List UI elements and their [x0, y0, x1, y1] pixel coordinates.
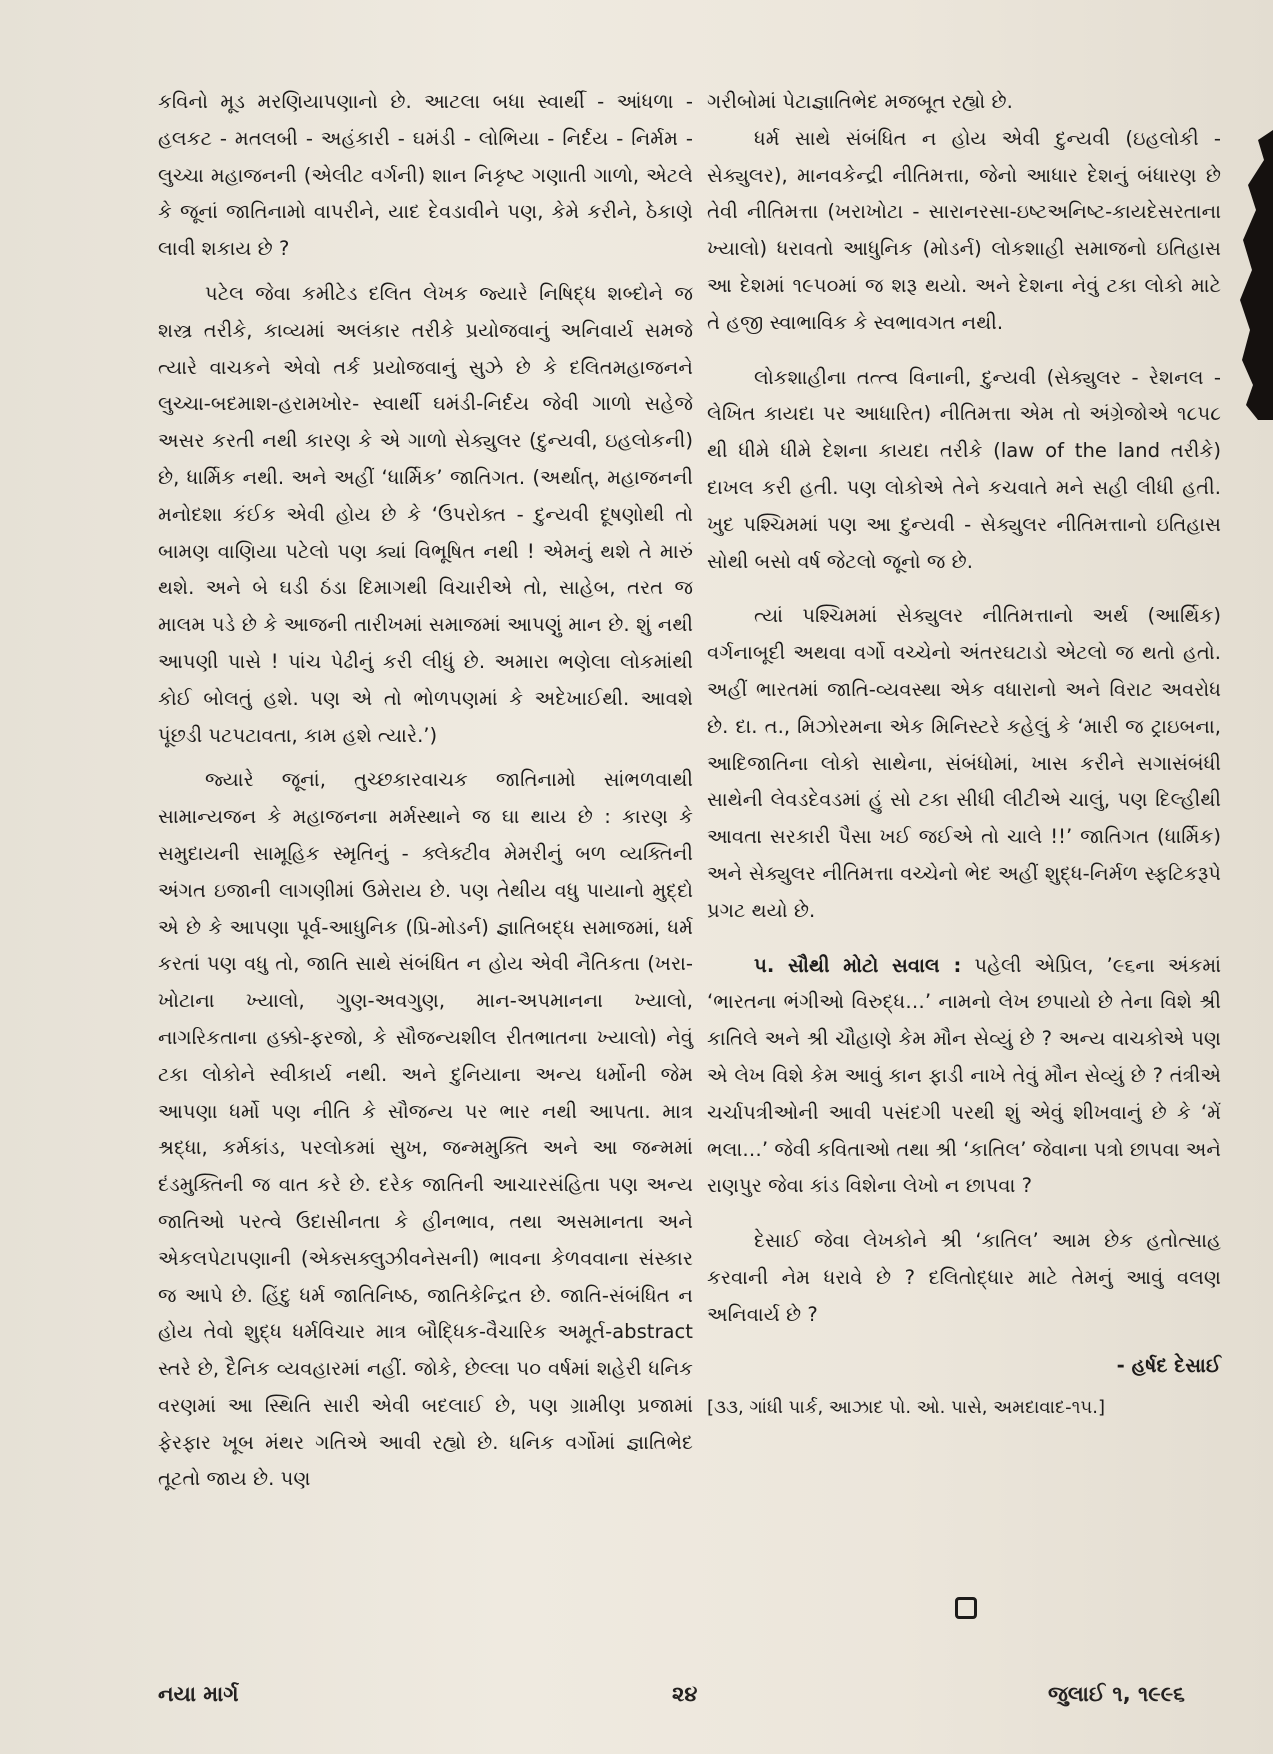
torn-edge-icon: [1238, 130, 1273, 420]
paragraph-forbidden-words: પટેલ જેવા કમીટેડ દલિત લેખક જ્યારે નિષિદ્ધ શબ્દોને જ શસ્ત્ર તરીકે, કાવ્યમાં અલંકાર તરીકે પ્રયોજવાનું અનિવાર્ય સમજે ત્યારે વાચકને એવો તર્ક પ્રયોજવાનું સુઝે છે કે દલિતમહાજનને લુચ્ચા-બદમાશ-હરામખોર- સ્વાર્થી ઘમંડી-નિર્દય જેવી ગાળો સહેજે અસર કરતી નથી કારણ કે એ ગાળો સેક્યુલર (દુન્યવી, ઇહલોકની) છે, ધાર્મિક નથી. અને અહીં ‘ધાર્મિક’ જાતિગત. (અર્થાત્, મહાજનની મનોદશા કંઈક એવી હોય છે કે ‘ઉપરોક્ત - દુન્યવી દૂષણોથી તો બામણ વાણિયા પટેલો પણ ક્યાં વિભૂષિત નથી ! એમનું થશે તે મારું થશે. અને બે ઘડી ઠંડા દિમાગથી વિચારીએ તો, સાહેબ, તરત જ માલમ પડે છે કે આજની તારીખમાં સમાજમાં આપણું માન છે. શું નથી આપણી પાસે ! પાંચ પેઢીનું કરી લીધું છે. અમારા ભણેલા લોકમાંથી કોઈ બોલતું હશે. પણ એ તો ભોળપણમાં કે અદેખાઈથી. આવશે પૂંછડી પટપટાવતા, કામ હશે ત્યારે.’): [158, 281, 693, 747]
footer-date: જુલાઈ ૧, ૧૯૯૬: [1048, 1682, 1185, 1706]
footer-publication: નયા માર્ગ: [158, 1682, 239, 1706]
paragraph-democracy-history: લોકશાહીના તત્ત્વ વિનાની, દુન્યવી (સેક્યુલર - રેશનલ - લેખિત કાયદા પર આધારિત) નીતિમત્તા એમ તો અંગ્રેજોએ ૧૮૫૮ થી ધીમે ધીમે દેશના કાયદા તરીકે (law of the land તરીકે) દાખલ કરી હતી. પણ લોકોએ તેને કચવાતે મને સહી લીધી હતી. ખુદ પશ્ચિમમાં પણ આ દુન્યવી - સેક્યુલર નીતિમત્તાનો ઇતિહાસ સોથી બસો વર્ષ જેટલો જૂનો જ છે.: [707, 365, 1221, 573]
paragraph-closing: દેસાઈ જેવા લેખકોને શ્રી ‘કાતિલ’ આમ છેક હતોત્સાહ કરવાની નેમ ધરાવે છે ? દલિતોદ્ધાર માટે તેમનું આવું વલણ અનિવાર્ય છે ?: [707, 1229, 1221, 1326]
paragraph-sub-caste: ગરીબોમાં પેટાજ્ઞાતિભેદ મજબૂત રહ્યો છે.: [707, 90, 1013, 113]
paragraph-biggest-question: [707, 948, 1221, 1206]
end-of-article-icon: [955, 1597, 977, 1619]
paragraph-poet-mood: કવિનો મૂડ મરણિયાપણાનો છે. આટલા બધા સ્વાર્થી - આંધળા - હલકટ - મતલબી - અહંકારી - ઘમંડી - લોભિયા - નિર્દય - નિર્મમ - લુચ્ચા મહાજનની (એલીટ વર્ગની) શાન નિકૃષ્ટ ગણાતી ગાળો, એટલે કે જૂનાં જાતિનામો વાપરીને, યાદ દેવડાવીને પણ, કેમે કરીને, ઠેકાણે લાવી શકાય છે ?: [158, 90, 693, 261]
author-address: [૩૩, ગાંધી પાર્ક, આઝાદ પો. ઓ. પાસે, અમદાવાદ-૧૫.]: [707, 1397, 1105, 1419]
question-body: પહેલી એપ્રિલ, ’૯૬ના અંકમાં ‘ભારતના ભંગીઓ વિરુદ્ધ…’ નામનો લેખ છપાયો છે તેના વિશે શ્રી કાતિલે અને શ્રી ચૌહાણે કેમ મૌન સેવ્યું છે ? અન્ય વાચકોએ પણ એ લેખ વિશે કેમ આવું કાન ફાડી નાખે તેવું મૌન સેવ્યું છે ? તંત્રીએ ચર્ચાપત્રીઓની આવી પસંદગી પરથી શું એવું શીખવાનું છે કે ‘મેં ભલા…’ જેવી કવિતાઓ તથા શ્રી ‘કાતિલ’ જેવાના પત્રો છાપવા અને રાણપુર જેવા કાંડ વિશેના લેખો ન છાપવા ?: [707, 953, 1221, 1198]
paragraph-secular-ethics: ધર્મ સાથે સંબંધિત ન હોય એવી દુન્યવી (ઇહલોકી - સેક્યુલર), માનવકેન્દ્રી નીતિમત્તા, જેનો આધાર દેશનું બંધારણ છે તેવી નીતિમત્તા (ખરાખોટા - સારાનરસા-ઇષ્ટઅનિષ્ટ-કાયદેસરતાના ખ્યાલો) ધરાવતો આધુનિક (મોડર્ન) લોકશાહી સમાજનો ઇતિહાસ આ દેશમાં ૧૯૫૦માં જ શરૂ થયો. અને દેશના નેવું ટકા લોકો માટે તે હજી સ્વાભાવિક કે સ્વભાવગત નથી.: [707, 126, 1221, 334]
paragraph-caste-names: જ્યારે જૂનાં, તુચ્છકારવાચક જાતિનામો સાંભળવાથી સામાન્યજન કે મહાજનના મર્મસ્થાને જ ઘા થાય છે : કારણ કે સમુદાયની સામૂહિક સ્મૃતિનું - ક્લેક્ટીવ મેમરીનું બળ વ્યક્તિની અંગત ઇજાની લાગણીમાં ઉમેરાય છે. પણ તેથીય વધુ પાયાનો મુદ્દો એ છે કે આપણા પૂર્વ-આધુનિક (પ્રિ-મોડર્ન) જ્ઞાતિબદ્ધ સમાજમાં, ધર્મ કરતાં પણ વધુ તો, જાતિ સાથે સંબંધિત ન હોય એવી નૈતિકતા (ખરા-ખોટાના ખ્યાલો, ગુણ-અવગુણ, માન-અપમાનના ખ્યાલો, નાગરિકતાના હક્કો-ફરજો, કે સૌજન્યશીલ રીતભાતના ખ્યાલો) નેવું ટકા લોકોને સ્વીકાર્ય નથી. અને દુનિયાના અન્ય ધર્મોની જેમ આપણા ધર્મો પણ નીતિ કે સૌજન્ય પર ભાર નથી આપતા. માત્ર શ્રદ્ધા, કર્મકાંડ, પરલોકમાં સુખ, જન્મમુક્તિ અને આ જન્મમાં દંડમુક્તિની જ વાત કરે છે. દરેક જાતિની આચારસંહિતા પણ અન્ય જાતિઓ પરત્વે ઉદાસીનતા કે હીનભાવ, તથા અસમાનતા અને એકલપેટાપણાની (એક્સક્લુઝીવનેસની) ભાવના કેળવવાના સંસ્કાર જ આપે છે. હિંદુ ધર્મ જાતિનિષ્ઠ, જાતિકેન્દ્રિત છે. જાતિ-સંબંધિત ન હોય તેવો શુદ્ધ ધર્મવિચાર માત્ર બૌદ્ધિક-વૈચારિક અમૂર્ત-abstract સ્તરે છે, દૈનિક વ્યવહારમાં નહીં. જોકે, છેલ્લા ૫૦ વર્ષમાં શહેરી ધનિક વરણમાં આ સ્થિતિ સારી એવી બદલાઈ છે, પણ ગ્રામીણ પ્રજામાં ફેરફાર ખૂબ મંથર ગતિએ આવી રહ્યો છે. ધનિક વર્ગોમાં જ્ઞાતિભેદ તૂટતો જાય છે. પણ: [158, 768, 693, 1491]
footer-page-number: ૨૪: [672, 1682, 698, 1706]
question-heading: ૫. સૌથી મોટો સવાલ :: [754, 953, 962, 977]
author-signature: - હર્ષદ દેસાઈ: [1116, 1353, 1221, 1377]
left-column: [158, 84, 693, 1498]
right-column: [707, 84, 1221, 1427]
paragraph-west-meaning: ત્યાં પશ્ચિમમાં સેક્યુલર નીતિમત્તાનો અર્થ (આર્થિક) વર્ગનાબૂદી અથવા વર્ગો વચ્ચેનો અંતરઘટાડો એટલો જ થતો હતો. અહીં ભારતમાં જાતિ-વ્યવસ્થા એક વધારાનો અને વિરાટ અવરોધ છે. દા. ત., મિઝોરમના એક મિનિસ્ટરે કહેલું કે ‘મારી જ ટ્રાઇબના, આદિજાતિના લોકો સાથેના, સંબંધોમાં, ખાસ કરીને સગાસંબંધી સાથેની લેવડદેવડમાં હું સો ટકા સીધી લીટીએ ચાલું, પણ દિલ્હીથી આવતા સરકારી પૈસા ખઈ જઈએ તો ચાલે !!’ જાતિગત (ધાર્મિક) અને સેક્યુલર નીતિમત્તા વચ્ચેનો ભેદ અહીં શુદ્ધ-નિર્મળ સ્ફટિકરૂપે પ્રગટ થયો છે.: [707, 604, 1221, 922]
